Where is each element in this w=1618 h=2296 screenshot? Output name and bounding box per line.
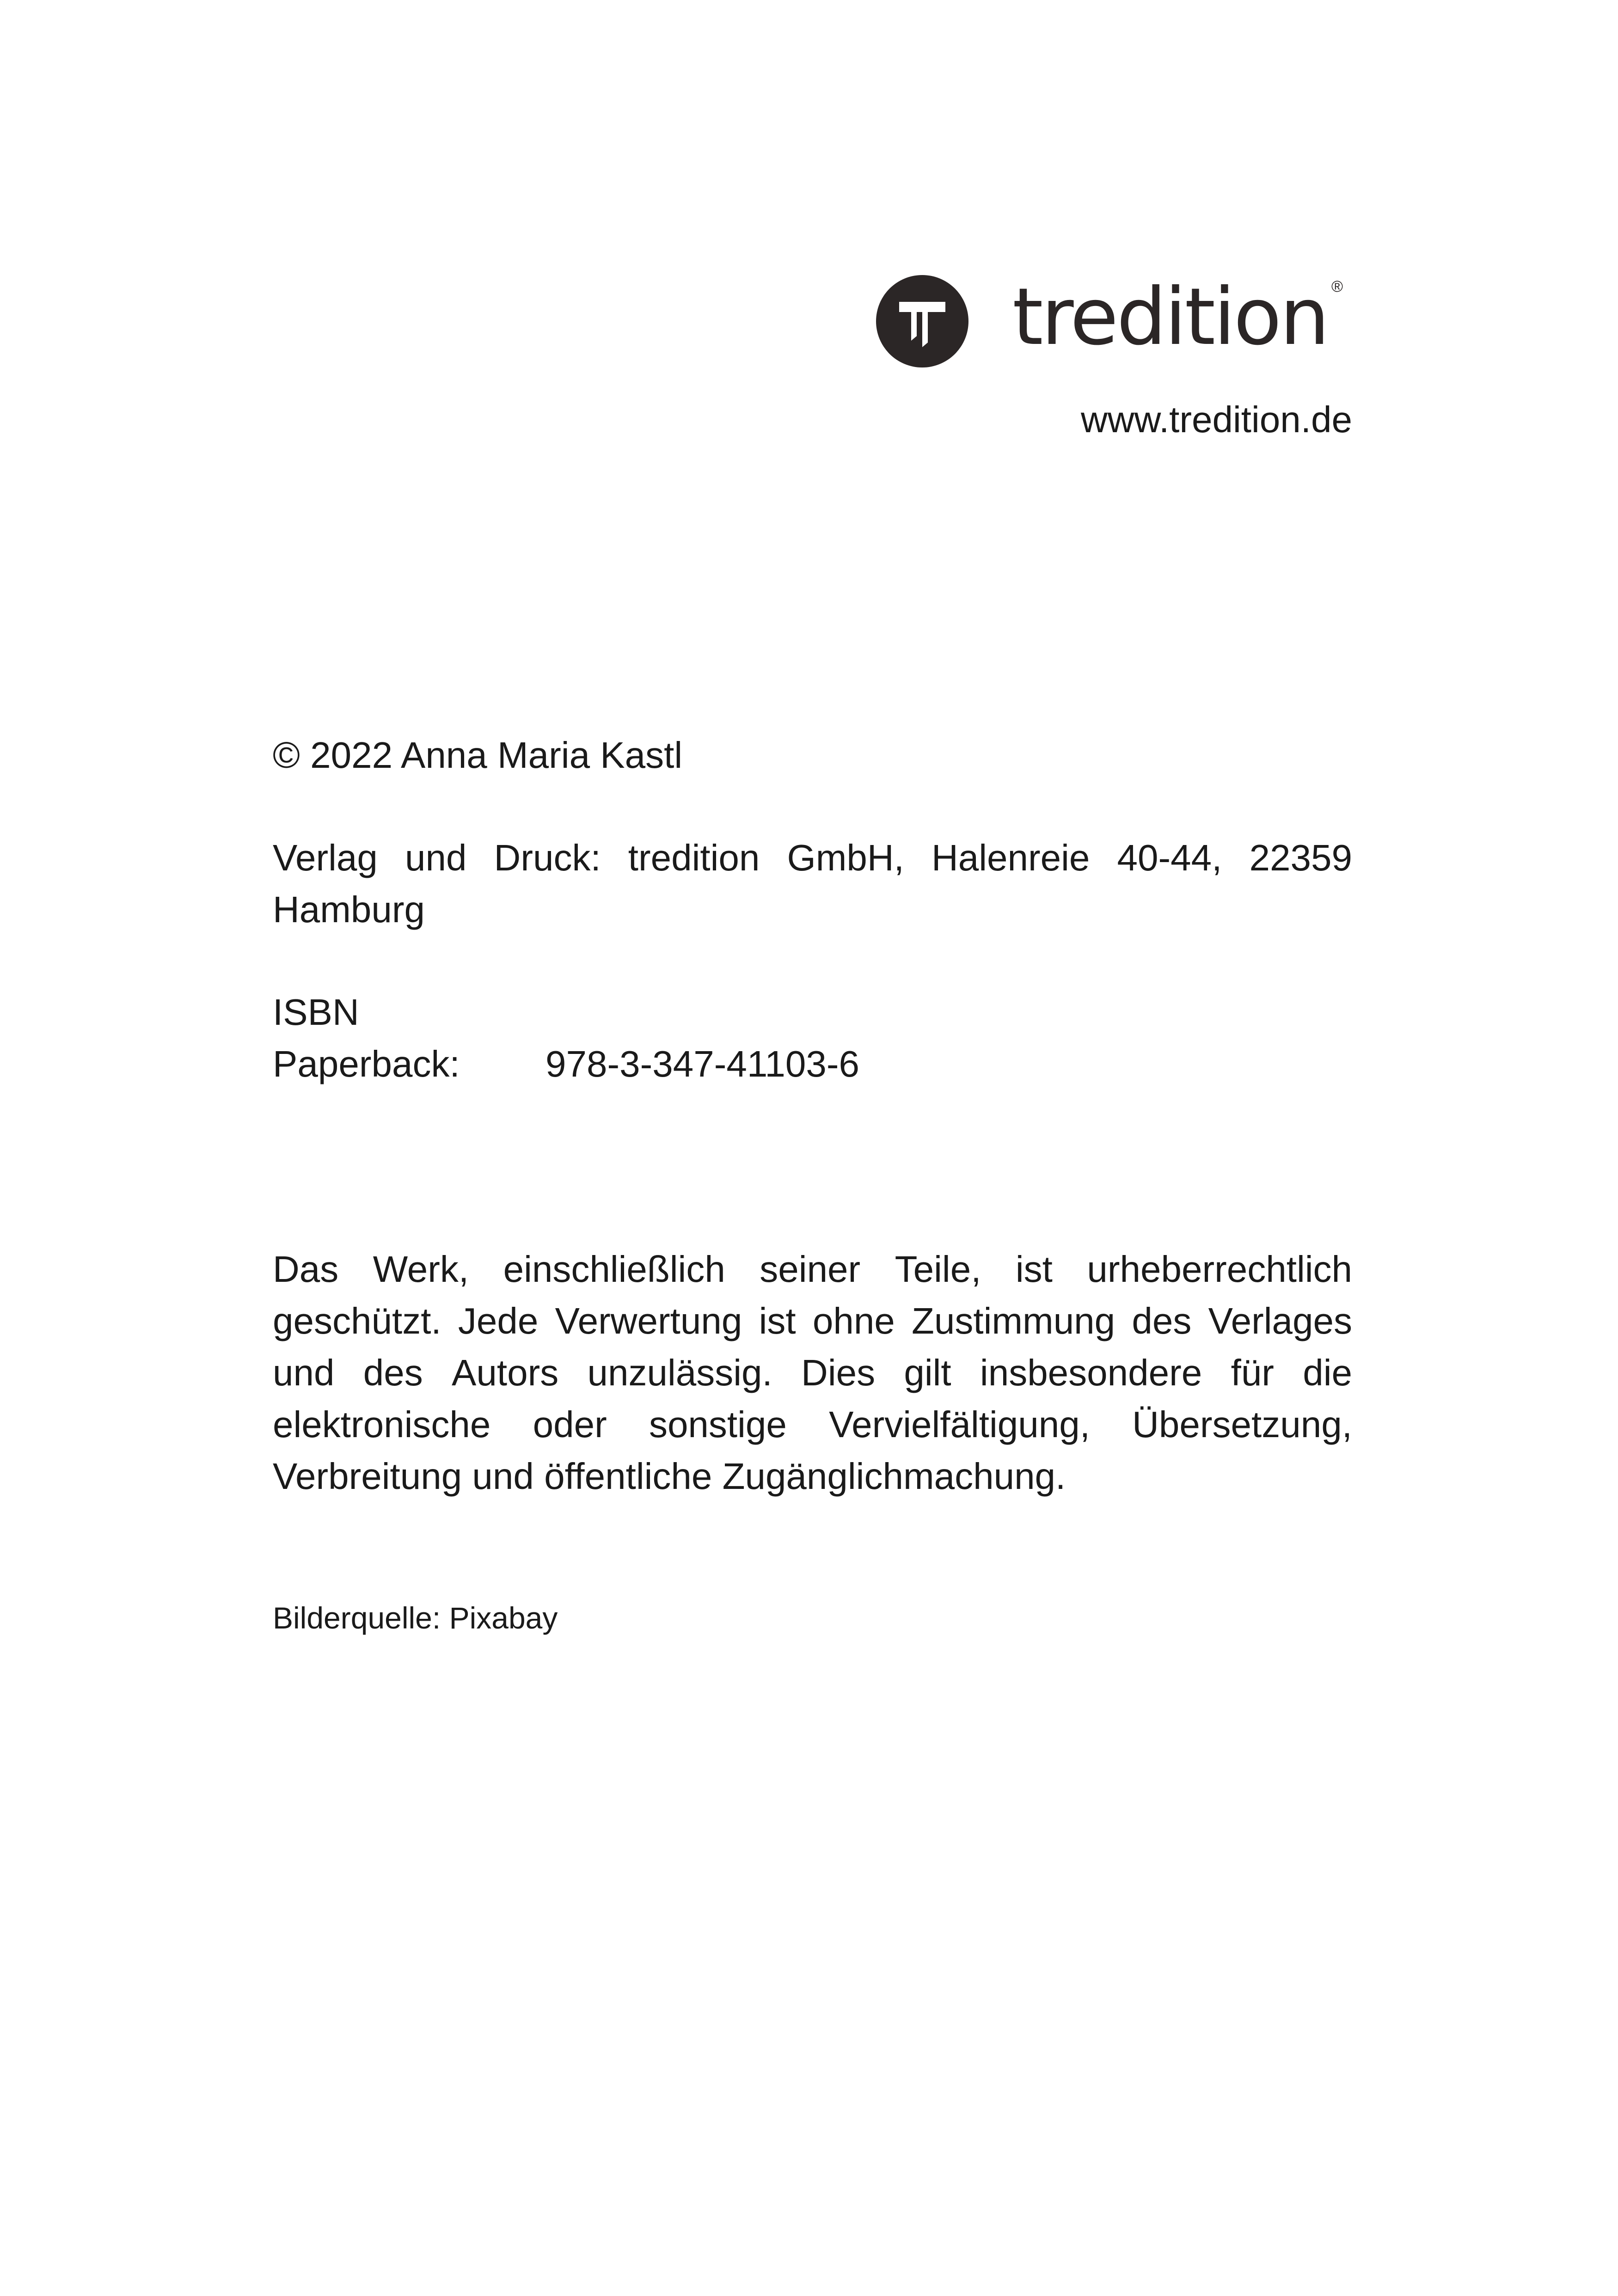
legal-notice-line <box>273 1399 1352 1451</box>
legal-word: seiner <box>760 1249 861 1290</box>
legal-word: sonstige <box>649 1404 787 1445</box>
address-word: tredition <box>628 837 760 878</box>
legal-word: Autors <box>452 1352 559 1393</box>
legal-word: Teile, <box>895 1249 981 1290</box>
isbn-block <box>273 986 1352 1090</box>
legal-word: für <box>1231 1352 1274 1393</box>
legal-notice <box>273 1243 1352 1502</box>
legal-notice-line <box>273 1347 1352 1399</box>
isbn-value: 978-3-347-41103-6 <box>545 1043 860 1084</box>
legal-word: Das <box>273 1249 339 1290</box>
legal-word: Verlages <box>1208 1300 1352 1341</box>
legal-word: insbesondere <box>980 1352 1202 1393</box>
legal-word: des <box>1132 1300 1192 1341</box>
address-word: Verlag <box>273 837 378 878</box>
legal-word: ist <box>759 1300 796 1341</box>
legal-word: Zustimmung <box>912 1300 1115 1341</box>
legal-word: Dies <box>801 1352 876 1393</box>
legal-word: gilt <box>904 1352 951 1393</box>
image-credit: Bilderquelle: Pixabay <box>273 1601 558 1635</box>
legal-word: Werk, <box>373 1249 469 1290</box>
registered-mark: ® <box>1331 278 1343 295</box>
legal-notice-last-line: Verbreitung und öffentliche Zugänglichmachung. <box>273 1456 1066 1497</box>
legal-word: oder <box>533 1404 607 1445</box>
tredition-logo-icon <box>876 275 968 367</box>
publisher-address-line-2: Hamburg <box>273 889 425 930</box>
isbn-row <box>273 1038 1352 1090</box>
logo-wordmark: tredition <box>1012 271 1328 363</box>
legal-word: geschützt. <box>273 1300 441 1341</box>
address-word: 40-44, <box>1117 837 1222 878</box>
legal-word: die <box>1303 1352 1352 1393</box>
address-word: 22359 <box>1249 837 1352 878</box>
legal-word: Jede <box>458 1300 539 1341</box>
legal-notice-line <box>273 1243 1352 1295</box>
legal-word: urheberrechtlich <box>1087 1249 1352 1290</box>
legal-word: des <box>363 1352 423 1393</box>
legal-word: unzulässig. <box>587 1352 772 1393</box>
legal-word: Vervielfältigung, <box>829 1404 1090 1445</box>
address-word: Druck: <box>494 837 601 878</box>
legal-word: ist <box>1015 1249 1053 1290</box>
legal-word: und <box>273 1352 335 1393</box>
address-word: Halenreie <box>931 837 1090 878</box>
copyright-notice: © 2022 Anna Maria Kastl <box>273 735 683 776</box>
address-word: und <box>404 837 467 878</box>
legal-word: ohne <box>812 1300 895 1341</box>
legal-word: einschließlich <box>503 1249 725 1290</box>
legal-word: Verwertung <box>555 1300 742 1341</box>
isbn-label: Paperback: <box>273 1043 460 1084</box>
publisher-logo <box>876 270 1352 372</box>
legal-notice-line <box>273 1295 1352 1347</box>
publisher-website: www.tredition.de <box>1081 399 1352 440</box>
publisher-address <box>273 832 1352 936</box>
legal-word: Übersetzung, <box>1132 1404 1352 1445</box>
isbn-heading: ISBN <box>273 992 359 1033</box>
address-word: GmbH, <box>787 837 904 878</box>
publisher-address-line-1 <box>273 832 1352 884</box>
legal-word: elektronische <box>273 1404 491 1445</box>
